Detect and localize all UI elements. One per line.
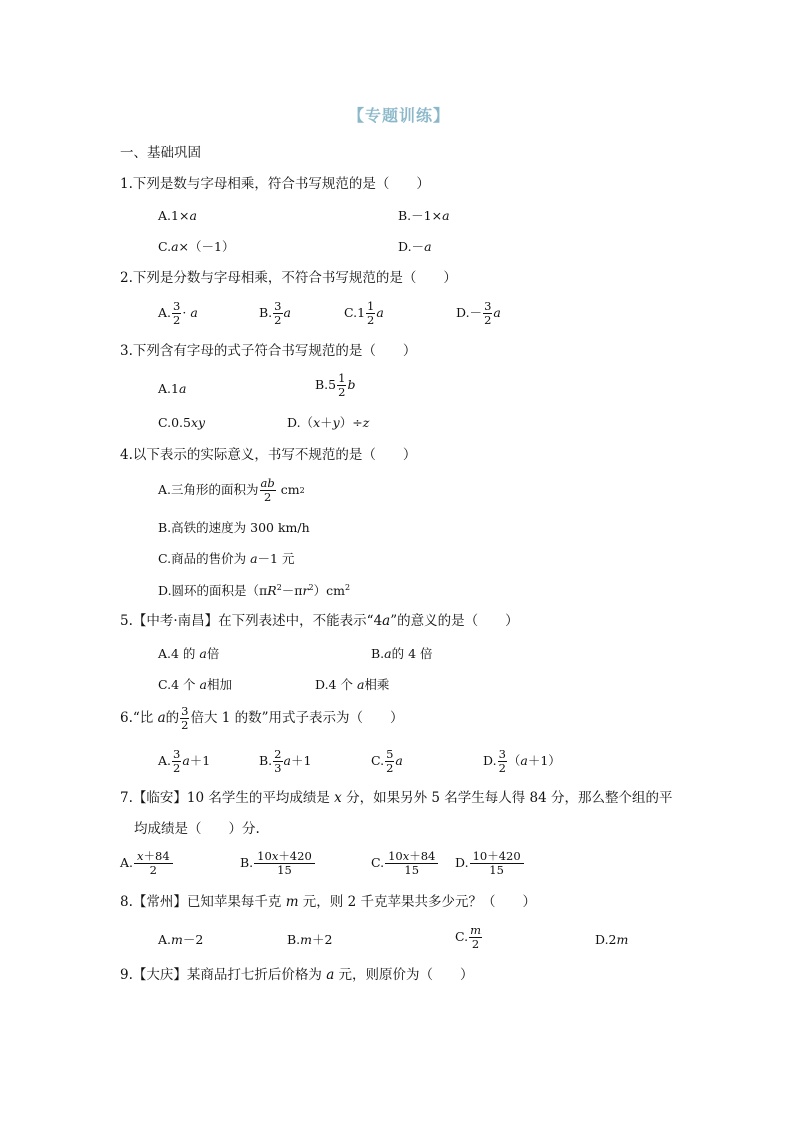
question-6-option-c[interactable]: C. $\frac{5}{2}$ a (371, 747, 403, 776)
question-2-option-d[interactable]: D.－ $\frac{3}{2}$ a (456, 299, 501, 328)
question-1-option-d[interactable]: D.－a (398, 239, 432, 254)
question-4-stem: 4.以下表示的实际意义，书写不规范的是（ ） (120, 447, 417, 463)
question-5-option-d[interactable]: D.4 个 a相乘 (315, 677, 390, 692)
question-2-option-c[interactable]: C.1 $\frac{1}{2}$ a (344, 299, 384, 328)
page-title: 【专题训练】 (348, 106, 451, 125)
question-7-option-a[interactable]: A. $\frac{x+84}{2}$ (120, 850, 174, 877)
question-2-option-a[interactable]: A. $\frac{3}{2}$ · a (158, 299, 198, 328)
question-8-option-a[interactable]: A.m－2 (158, 932, 204, 947)
question-2-option-b[interactable]: B. $\frac{3}{2}$ a (259, 299, 291, 328)
question-1-stem: 1.下列是数与字母相乘，符合书写规范的是（ ） (120, 176, 430, 192)
question-4-option-b[interactable]: B.高铁的速度为 300 km/h (158, 520, 310, 535)
question-8-stem: 8.【常州】已知苹果每千克 m 元，则 2 千克苹果共多少元？（ ） (120, 894, 536, 910)
question-8-option-c[interactable]: C. $\frac{m}{2}$ (455, 923, 481, 952)
question-8-option-d[interactable]: D.2m (595, 932, 629, 947)
question-8-option-b[interactable]: B.m＋2 (287, 932, 333, 947)
question-1-option-c[interactable]: C.a×（－1） (158, 239, 235, 254)
question-7-stem: 7.【临安】10 名学生的平均成绩是 x 分，如果另外 5 名学生每人得 84 分，那么整个组的平 (120, 790, 673, 806)
question-7-option-d[interactable]: D. $\frac{10+420}{15}$ (455, 850, 525, 877)
question-5-option-a[interactable]: A.4 的 a倍 (158, 646, 220, 661)
question-1-option-a[interactable]: A.1×a (158, 208, 197, 223)
question-3-option-c[interactable]: C.0.5xy (158, 415, 206, 430)
question-5-option-c[interactable]: C.4 个 a相加 (158, 677, 232, 692)
question-3-option-a[interactable]: A.1a (158, 381, 187, 396)
question-3-option-d[interactable]: D.（x＋y）÷z (287, 415, 370, 430)
question-4-option-a[interactable]: A.三角形的面积为 $\frac{ab}{2}$ cm 2 (158, 476, 305, 505)
question-4-option-c[interactable]: C.商品的售价为 a－1 元 (158, 551, 295, 566)
question-2-stem: 2.下列是分数与字母相乘，不符合书写规范的是（ ） (120, 270, 457, 286)
question-7-stem-line2: 均成绩是（ ）分. (134, 821, 260, 837)
question-6-stem: 6.“比 a 的 $\frac{3}{2}$ 倍大 1 的数”用式子表示为（ ） (120, 704, 404, 733)
question-4-option-d[interactable]: D.圆环的面积是$(\pi R^2-\pi r^2)cm^2$ (158, 583, 351, 599)
question-3-stem: 3.下列含有字母的式子符合书写规范的是（ ） (120, 343, 417, 359)
question-1-option-b[interactable]: B.－1×a (398, 208, 450, 223)
question-7-option-c[interactable]: C. $\frac{10x+84}{15}$ (371, 850, 439, 877)
question-5-option-b[interactable]: B.a的 4 倍 (371, 646, 433, 661)
question-6-option-d[interactable]: D. $\frac{3}{2}$ （ a ＋1） (483, 747, 561, 776)
question-6-option-a[interactable]: A. $\frac{3}{2}$ a ＋1 (158, 747, 211, 776)
section-heading: 一、基础巩固 (120, 145, 201, 161)
question-7-option-b[interactable]: B. $\frac{10x+420}{15}$ (240, 850, 316, 877)
question-3-option-b[interactable]: B.5 $\frac{1}{2}$ b (315, 371, 356, 400)
question-6-option-b[interactable]: B. $\frac{2}{3}$ a ＋1 (259, 747, 312, 776)
question-5-stem: 5.【中考·南昌】在下列表述中，不能表示“4a”的意义的是（ ） (120, 613, 519, 629)
question-9-stem: 9.【大庆】某商品打七折后价格为 a 元，则原价为（ ） (120, 967, 474, 983)
